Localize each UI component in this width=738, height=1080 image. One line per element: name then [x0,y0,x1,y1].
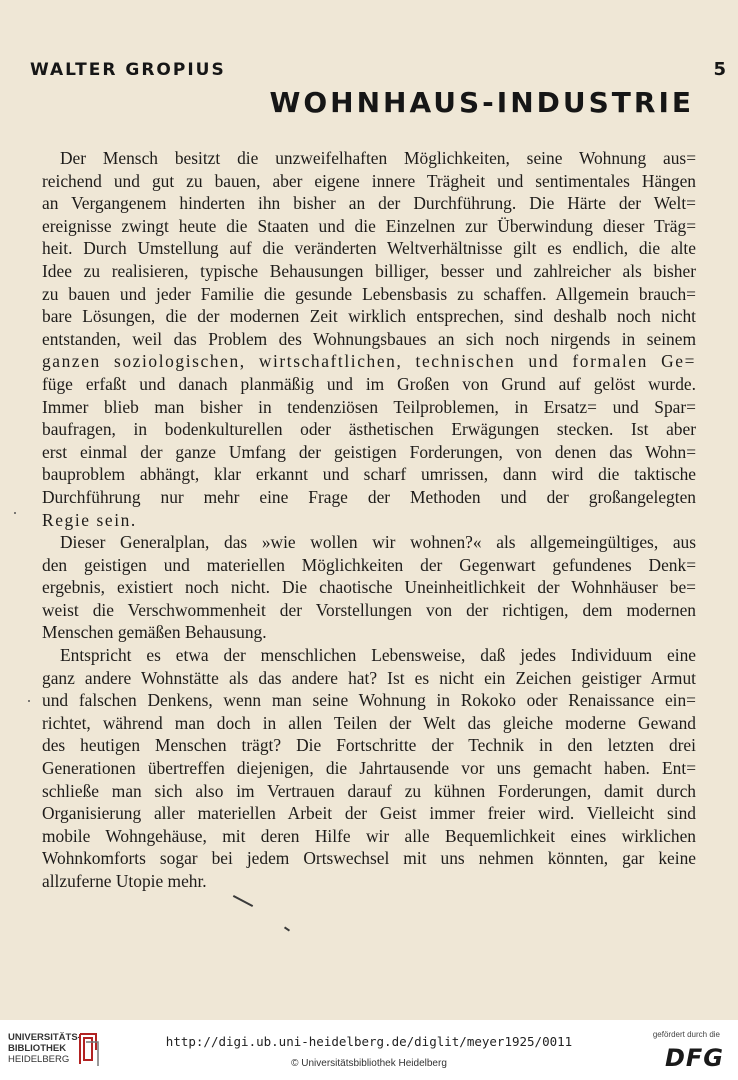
text-line: Durchführung nur mehr eine Frage der Methoden und der großangelegten [42,486,696,507]
funding-label: gefördert durch die [652,1030,720,1039]
text-line: Organisierung aller materiellen Arbeit der Geist immer freier wird. Vielleicht sind [42,803,696,824]
text-line: Der Mensch besitzt die unzweifelhaften Möglichkeiten, seine Wohnung aus= [60,148,696,168]
text-line: reichend und gut zu bauen, aber eigene innere Trägheit und sentimentales Hängen [42,170,696,191]
dfg-logo[interactable]: DFG [664,1044,724,1072]
paper-speck [14,512,16,514]
text-line: weist die Verschwommenheit der Vorstellungen von der richtigen, dem modernen [42,599,696,620]
text-line: richtet, während man doch in allen Teilen der Welt das gleiche moderne Gewand [42,712,696,733]
page-number: 5 [713,59,726,80]
text-line: und falschen Denkens, wenn man seine Wohnung in Rokoko oder Renaissance ein= [42,690,696,711]
text-line: füge erfaßt und danach planmäßig und im Großen von Grund auf gelöst wurde. [42,373,696,394]
text-line: des heutigen Menschen trägt? Die Fortschritte der Technik in den letzten drei [42,735,696,756]
text-line: heit. Durch Umstellung auf die veränderten Weltverhältnisse gilt es endlich, die alte [42,238,696,259]
text-line: Idee zu realisieren, typische Behausungen billiger, besser und zahlreicher als bisher [42,260,696,281]
text-line: entstanden, weil das Problem des Wohnungsbaues an sich noch nirgends in seinem [42,328,696,349]
text-line: erst einmal der ganze Umfang der geistigen Forderungen, von denen das Wohn= [42,441,696,462]
text-line: Immer blieb man bisher in tendenziösen Teilproblemen, in Ersatz= und Spar= [42,396,696,417]
body-text [42,147,696,893]
text-line: ganzen soziologischen, wirtschaftlichen, technischen und formalen Ge= [42,351,696,372]
library-name-line1: UNIVERSITÄTS- [8,1032,81,1043]
text-line: Wohnkomforts sogar bei jedem Ortswechsel mit uns nehmen könnten, gar keine [42,848,696,869]
copyright-notice: © Universitätsbibliothek Heidelberg [291,1058,447,1069]
text-line: baufragen, in bodenkulturellen oder ästhetischen Erwägungen stecken. Ist aber [42,419,696,440]
paper-speck [28,700,30,702]
text-line: bauproblem abhängt, klar erkannt und scharf umrissen, dann wird die taktische [42,464,696,485]
text-line: Dieser Generalplan, das »wie wollen wir wohnen?« als allgemeingültiges, aus [60,532,696,553]
library-name-line3: HEIDELBERG [8,1054,70,1065]
text-line: Regie sein. [42,509,137,530]
viewer-footer [0,1020,738,1080]
text-line: Menschen gemäßen Behausung. [42,622,267,643]
text-line: ganz andere Wohnstätte als das andere hat? Ist es nicht ein Zeichen geistiger Armut [42,667,696,688]
library-name-line2: BIBLIOTHEK [8,1043,67,1054]
pencil-mark [233,895,253,907]
text-line: bare Lösungen, die der modernen Zeit wirklich entsprechen, sind deshalb noch nicht [42,306,696,327]
text-line: zu bauen und jeder Familie die gesunde Lebensbasis zu schaffen. Allgemein brauch= [42,283,696,304]
text-line: mobile Wohngehäuse, mit deren Hilfe wir alle Bequemlichkeit eines wirklichen [42,825,696,846]
text-line: allzuferne Utopie mehr. [42,871,207,891]
text-line: den geistigen und materiellen Möglichkeiten der Gegenwart gefundenes Denk= [42,554,696,575]
text-line: an Vergangenem hinderten ihn bisher an der Durchführung. Die Härte der Welt= [42,193,696,214]
permalink-url[interactable]: http://digi.ub.uni-heidelberg.de/diglit/meyer1925/0011 [165,1034,573,1049]
text-line: ergebnis, existiert noch nicht. Die chaotische Uneinheitlichkeit der Wohnhäuser be= [42,577,696,598]
running-header-author: WALTER GROPIUS [30,60,226,80]
text-line: Generationen übertreffen diejenigen, die Jahrtausende vor uns gemacht haben. Ent= [42,758,696,779]
page-title: WOHNHAUS-INDUSTRIE [269,86,694,119]
text-line: schließe man sich also im Vertrauen darauf zu kühnen Forderungen, damit durch [42,780,696,801]
pencil-mark [284,926,290,931]
text-line: ereignisse zwingt heute die Staaten und die Einzelnen zur Überwindung dieser Träg= [42,215,696,236]
text-line: Entspricht es etwa der menschlichen Lebensweise, daß jedes Individuum eine [60,645,696,666]
